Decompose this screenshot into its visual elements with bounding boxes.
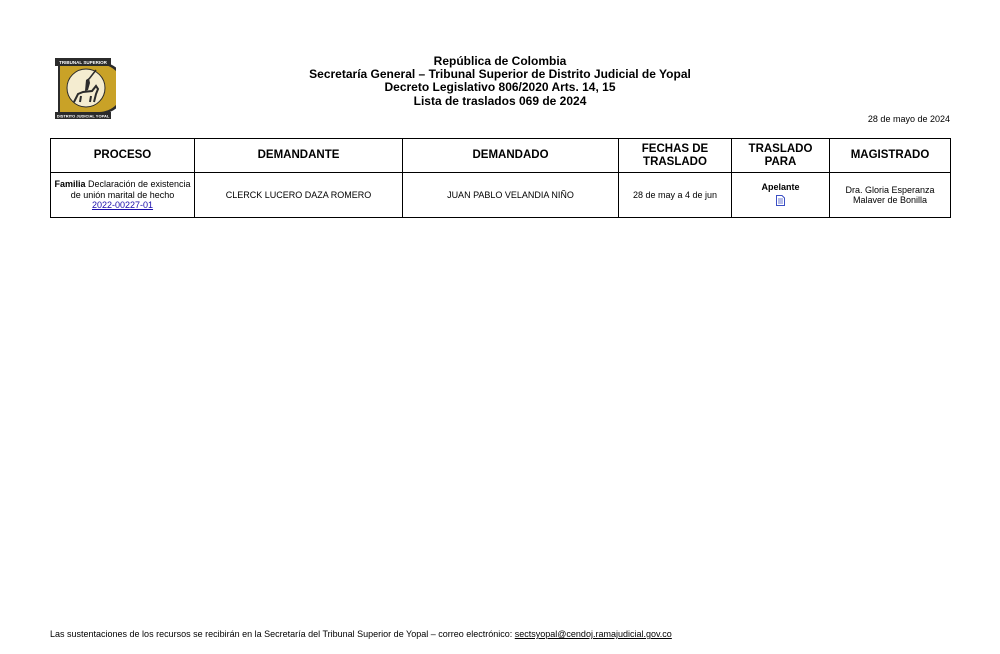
table-header-row	[51, 139, 951, 173]
header-fechas-traslado: FECHAS DE TRASLADO	[619, 139, 732, 173]
footer-note	[50, 629, 672, 639]
header-demandante: DEMANDANTE	[195, 139, 403, 173]
logo-top-text: TRIBUNAL SUPERIOR	[59, 60, 107, 65]
traslado-para-label: Apelante	[761, 182, 800, 192]
document-header	[200, 55, 800, 108]
cell-traslado-para	[732, 173, 830, 218]
cell-fechas: 28 de may a 4 de jun	[619, 173, 732, 218]
proceso-descripcion: Declaración de existencia de unión marital de hecho	[70, 179, 191, 200]
header-list-title: Lista de traslados 069 de 2024	[413, 93, 587, 108]
cell-demandante: CLERCK LUCERO DAZA ROMERO	[195, 173, 403, 218]
footer-email-link[interactable]: sectsyopal@cendoj.ramajudicial.gov.co	[514, 629, 672, 639]
header-magistrado: MAGISTRADO	[830, 139, 951, 173]
document-icon[interactable]	[776, 195, 785, 206]
document-date: 28 de mayo de 2024	[867, 114, 950, 124]
cell-demandado: JUAN PABLO VELANDIA NIÑO	[403, 173, 619, 218]
traslados-table	[50, 138, 951, 218]
header-institution: Secretaría General – Tribunal Superior de Distrito Judicial de Yopal	[309, 67, 691, 82]
header-country: República de Colombia	[433, 54, 567, 68]
tribunal-logo	[50, 56, 116, 120]
cell-magistrado: Dra. Gloria Esperanza Malaver de Bonilla	[830, 173, 951, 218]
header-traslado-para: TRASLADO PARA	[732, 139, 830, 173]
header-decree: Decreto Legislativo 806/2020 Arts. 14, 15	[384, 80, 616, 95]
footer-text: Las sustentaciones de los recursos se recibirán en la Secretaría del Tribunal Superior de Yopal – correo electrónico:	[50, 629, 515, 639]
header-proceso: PROCESO	[51, 139, 195, 173]
logo-bottom-text: DISTRITO JUDICIAL YOPAL	[56, 113, 110, 119]
header-demandado: DEMANDADO	[403, 139, 619, 173]
proceso-numero-link[interactable]: 2022-00227-01	[91, 200, 154, 211]
proceso-tipo: Familia	[54, 179, 86, 190]
horseman-emblem-icon	[50, 56, 116, 120]
cell-proceso	[51, 173, 195, 218]
table-row	[51, 173, 951, 218]
